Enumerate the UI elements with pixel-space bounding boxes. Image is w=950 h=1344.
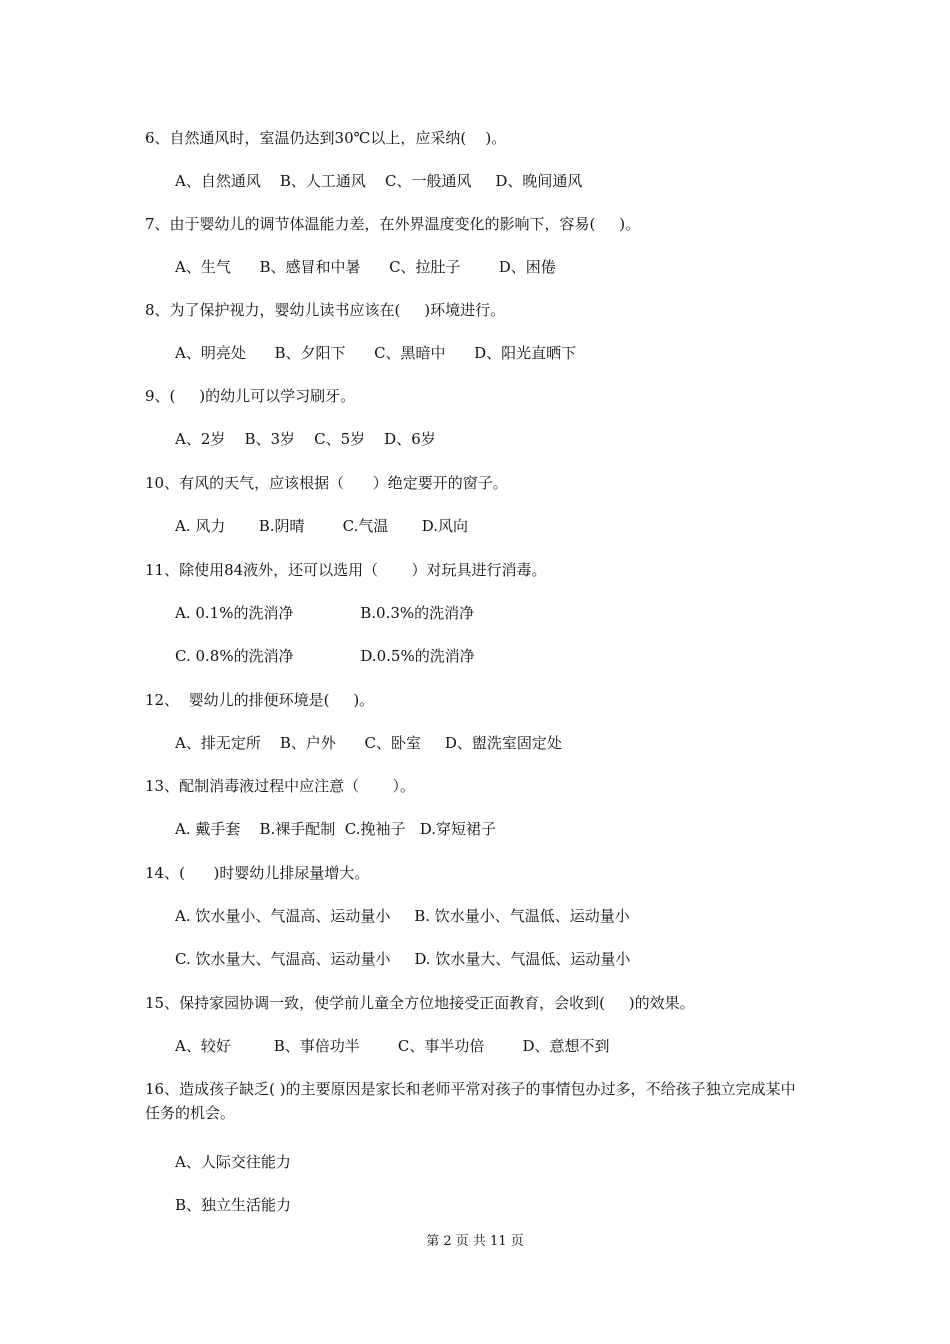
question-15-options: A、较好 B、事倍功半 C、事半功倍 D、意想不到 [175, 1037, 610, 1055]
question-15-stem: 15、保持家园协调一致，使学前儿童全方位地接受正面教育，会收到( )的效果。 [145, 994, 695, 1012]
question-8-stem: 8、为了保护视力，婴幼儿读书应该在( )环境进行。 [145, 301, 506, 319]
question-9-options: A、2岁 B、3岁 C、5岁 D、6岁 [175, 430, 436, 448]
question-13-options: A. 戴手套 B.裸手配制 C.挽袖子 D.穿短裙子 [175, 820, 497, 838]
question-14-options-row-2: C. 饮水量大、气温高、运动量小 D. 饮水量大、气温低、运动量小 [175, 950, 631, 968]
question-11-options-row-1: A. 0.1%的洗消净 B.0.3%的洗消净 [175, 604, 475, 622]
question-10-stem: 10、有风的天气，应该根据（ ）绝定要开的窗子。 [145, 474, 508, 492]
question-13-stem: 13、配制消毒液过程中应注意（ ）。 [145, 777, 415, 795]
question-7-stem: 7、由于婴幼儿的调节体温能力差，在外界温度变化的影响下，容易( )。 [145, 215, 641, 233]
question-9-stem: 9、( )的幼儿可以学习刷牙。 [145, 387, 356, 405]
question-16-option-a: A、人际交往能力 [175, 1153, 291, 1171]
question-16-stem: 16、造成孩子缺乏( )的主要原因是家长和老师平常对孩子的事情包办过多，不给孩子独立完成某中任务的机会。 [145, 1080, 796, 1122]
question-11-options-row-2: C. 0.8%的洗消净 D.0.5%的洗消净 [175, 647, 475, 665]
question-11-stem: 11、除使用84液外，还可以选用（ ）对玩具进行消毒。 [145, 561, 547, 579]
question-8-options: A、明亮处 B、夕阳下 C、黑暗中 D、阳光直晒下 [175, 344, 577, 362]
question-6-options: A、自然通风 B、人工通风 C、一般通风 D、晚间通风 [175, 172, 583, 190]
question-14-options-row-1: A. 饮水量小、气温高、运动量小 B. 饮水量小、气温低、运动量小 [175, 907, 630, 925]
question-16-option-b: B、独立生活能力 [175, 1196, 292, 1214]
question-12-options: A、排无定所 B、户外 C、卧室 D、盥洗室固定处 [175, 734, 562, 752]
question-10-options: A. 风力 B.阴晴 C.气温 D.风向 [175, 517, 469, 535]
page-footer: 第 2 页 共 11 页 [426, 1234, 524, 1249]
question-6-stem: 6、自然通风时，室温仍达到30℃以上，应采纳( )。 [145, 129, 507, 147]
question-14-stem: 14、( )时婴幼儿排尿量增大。 [145, 864, 370, 882]
question-12-stem: 12、 婴幼儿的排便环境是( )。 [145, 691, 375, 709]
question-7-options: A、生气 B、感冒和中暑 C、拉肚子 D、困倦 [175, 258, 556, 276]
